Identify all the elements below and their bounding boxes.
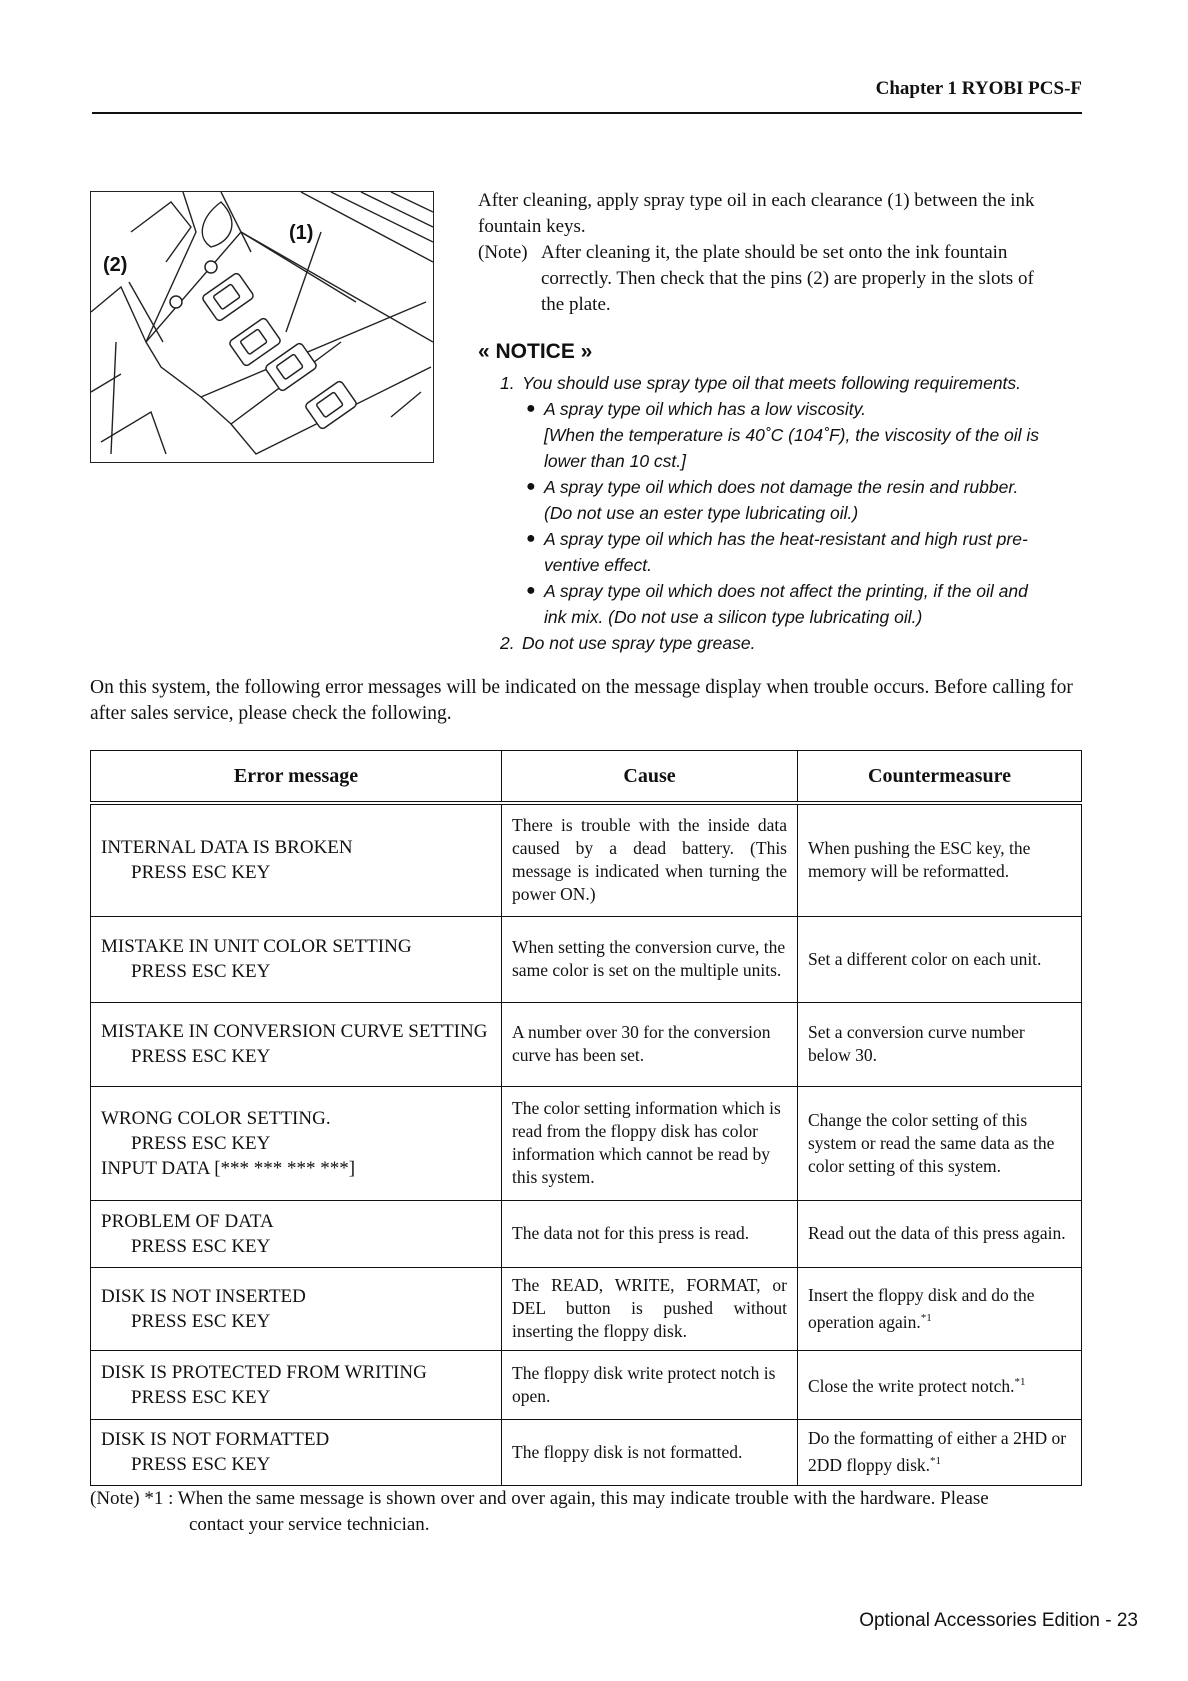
error-message-cell: WRONG COLOR SETTING. PRESS ESC KEY INPUT DATA [*** *** *** ***] bbox=[91, 1086, 502, 1200]
intro-paragraph: After cleaning, apply spray type oil in each clearance (1) between the ink fountain keys. bbox=[478, 190, 1035, 237]
cause-cell: The data not for this press is read. bbox=[502, 1200, 798, 1267]
notice-title: « NOTICE » bbox=[478, 340, 593, 363]
table-row bbox=[91, 1350, 1082, 1419]
note-line-3: the plate. bbox=[541, 294, 611, 315]
error-message-cell: PROBLEM OF DATA PRESS ESC KEY bbox=[91, 1200, 502, 1267]
cause-cell: When setting the conversion curve, the same color is set on the multiple units. bbox=[502, 916, 798, 1002]
cause-cell: The floppy disk is not formatted. bbox=[502, 1419, 798, 1485]
table-row bbox=[91, 1419, 1082, 1485]
table-row bbox=[91, 916, 1082, 1002]
page-header bbox=[92, 78, 1082, 114]
error-message-cell: DISK IS NOT FORMATTED PRESS ESC KEY bbox=[91, 1419, 502, 1485]
table-row bbox=[91, 1200, 1082, 1267]
bullet-icon: ● bbox=[526, 530, 536, 547]
notice-bullet: ● A spray type oil which does not damage the resin and rubber. bbox=[526, 474, 1088, 500]
cause-cell: The floppy disk write protect notch is open. bbox=[502, 1350, 798, 1419]
chapter-title: Chapter 1 RYOBI PCS-F bbox=[875, 78, 1082, 99]
column-header-cause: Cause bbox=[502, 751, 798, 804]
table-row bbox=[91, 803, 1082, 916]
ink-fountain-illustration bbox=[90, 191, 434, 463]
countermeasure-cell: Set a different color on each unit. bbox=[798, 916, 1082, 1002]
ink-fountain-drawing bbox=[91, 192, 433, 462]
page-number: Optional Accessories Edition - 23 bbox=[859, 1610, 1138, 1631]
table-row bbox=[91, 1002, 1082, 1086]
lead-paragraph: On this system, the following error messages will be indicated on the message display when trouble occurs. Before calling for after sales service, please check the following. bbox=[90, 677, 1073, 724]
callout-2-label: (2) bbox=[103, 254, 128, 276]
notice-bullet: ● A spray type oil which has a low viscosity. bbox=[526, 396, 1088, 422]
bullet-icon: ● bbox=[526, 478, 536, 495]
notice-box bbox=[478, 338, 1088, 656]
notice-bullet: ● A spray type oil which does not affect the printing, if the oil and bbox=[526, 578, 1088, 604]
column-header-countermeasure: Countermeasure bbox=[798, 751, 1082, 804]
column-header-error-message: Error message bbox=[91, 751, 502, 804]
error-message-table bbox=[90, 750, 1082, 1486]
countermeasure-cell: Close the write protect notch.$^{*1}$ bbox=[798, 1350, 1082, 1419]
error-message-cell: DISK IS PROTECTED FROM WRITING PRESS ESC KEY bbox=[91, 1350, 502, 1419]
countermeasure-cell: Change the color setting of this system or read the same data as the color setting of this system. bbox=[798, 1086, 1082, 1200]
footnote bbox=[90, 1486, 1085, 1538]
countermeasure-cell: Read out the data of this press again. bbox=[798, 1200, 1082, 1267]
footnote-line-1: (Note) *1 : When the same message is shown over and over again, this may indicate trouble with the hardware. Please bbox=[90, 1488, 989, 1509]
note-line-2: correctly. Then check that the pins (2) are properly in the slots of bbox=[541, 268, 1034, 289]
intro-note bbox=[478, 240, 1082, 266]
bullet-icon: ● bbox=[526, 582, 536, 599]
cause-cell: There is trouble with the inside data caused by a dead battery. (This message is indicated when turning the power ON.) bbox=[502, 803, 798, 916]
table-row bbox=[91, 1267, 1082, 1350]
countermeasure-cell: Insert the floppy disk and do the operation again.$^{*1}$ bbox=[798, 1267, 1082, 1350]
countermeasure-cell: When pushing the ESC key, the memory will be reformatted. bbox=[798, 803, 1082, 916]
notice-body: 1. You should use spray type oil that meets following requirements. ● A spray type oil which has a low viscosity. [When the temperature is 40˚C (104˚F), the viscosity of the oil is lower than 10 cst.] ● A spray type oil which does not damage the resin and rubber. (Do not use an ester type lubricating oil.) ● A spray type oil which has the heat-resistant and high rust pre- ventive effect. ● A spray type oil which does not affect the printing, if the oil and ink mix. (Do not use a silicon type lubricating oil.) 2. Do not use spray type grease. bbox=[478, 370, 1088, 656]
countermeasure-cell: Set a conversion curve number below 30. bbox=[798, 1002, 1082, 1086]
callout-1-label: (1) bbox=[289, 222, 314, 244]
footnote-line-2: contact your service technician. bbox=[189, 1514, 430, 1535]
note-line-1: After cleaning it, the plate should be set onto the ink fountain bbox=[541, 242, 1008, 263]
note-label: (Note) bbox=[478, 242, 528, 263]
intro-text bbox=[478, 188, 1082, 318]
error-message-cell: MISTAKE IN UNIT COLOR SETTING PRESS ESC KEY bbox=[91, 916, 502, 1002]
cause-cell: The READ, WRITE, FORMAT, or DEL button is pushed without inserting the floppy disk. bbox=[502, 1267, 798, 1350]
notice-item-1: 1. You should use spray type oil that meets following requirements. bbox=[500, 373, 1022, 393]
error-message-cell: DISK IS NOT INSERTED PRESS ESC KEY bbox=[91, 1267, 502, 1350]
countermeasure-cell: Do the formatting of either a 2HD or 2DD floppy disk.$^{*1}$ bbox=[798, 1419, 1082, 1485]
cause-cell: The color setting information which is read from the floppy disk has color information which cannot be read by this system. bbox=[502, 1086, 798, 1200]
bullet-icon: ● bbox=[526, 400, 536, 417]
error-message-cell: MISTAKE IN CONVERSION CURVE SETTING PRESS ESC KEY bbox=[91, 1002, 502, 1086]
notice-item-2: 2. Do not use spray type grease. bbox=[500, 633, 756, 653]
notice-bullet: ● A spray type oil which has the heat-resistant and high rust pre- bbox=[526, 526, 1088, 552]
cause-cell: A number over 30 for the conversion curve has been set. bbox=[502, 1002, 798, 1086]
error-message-cell: INTERNAL DATA IS BROKEN PRESS ESC KEY bbox=[91, 803, 502, 916]
table-header-row bbox=[91, 751, 1082, 804]
table-row bbox=[91, 1086, 1082, 1200]
